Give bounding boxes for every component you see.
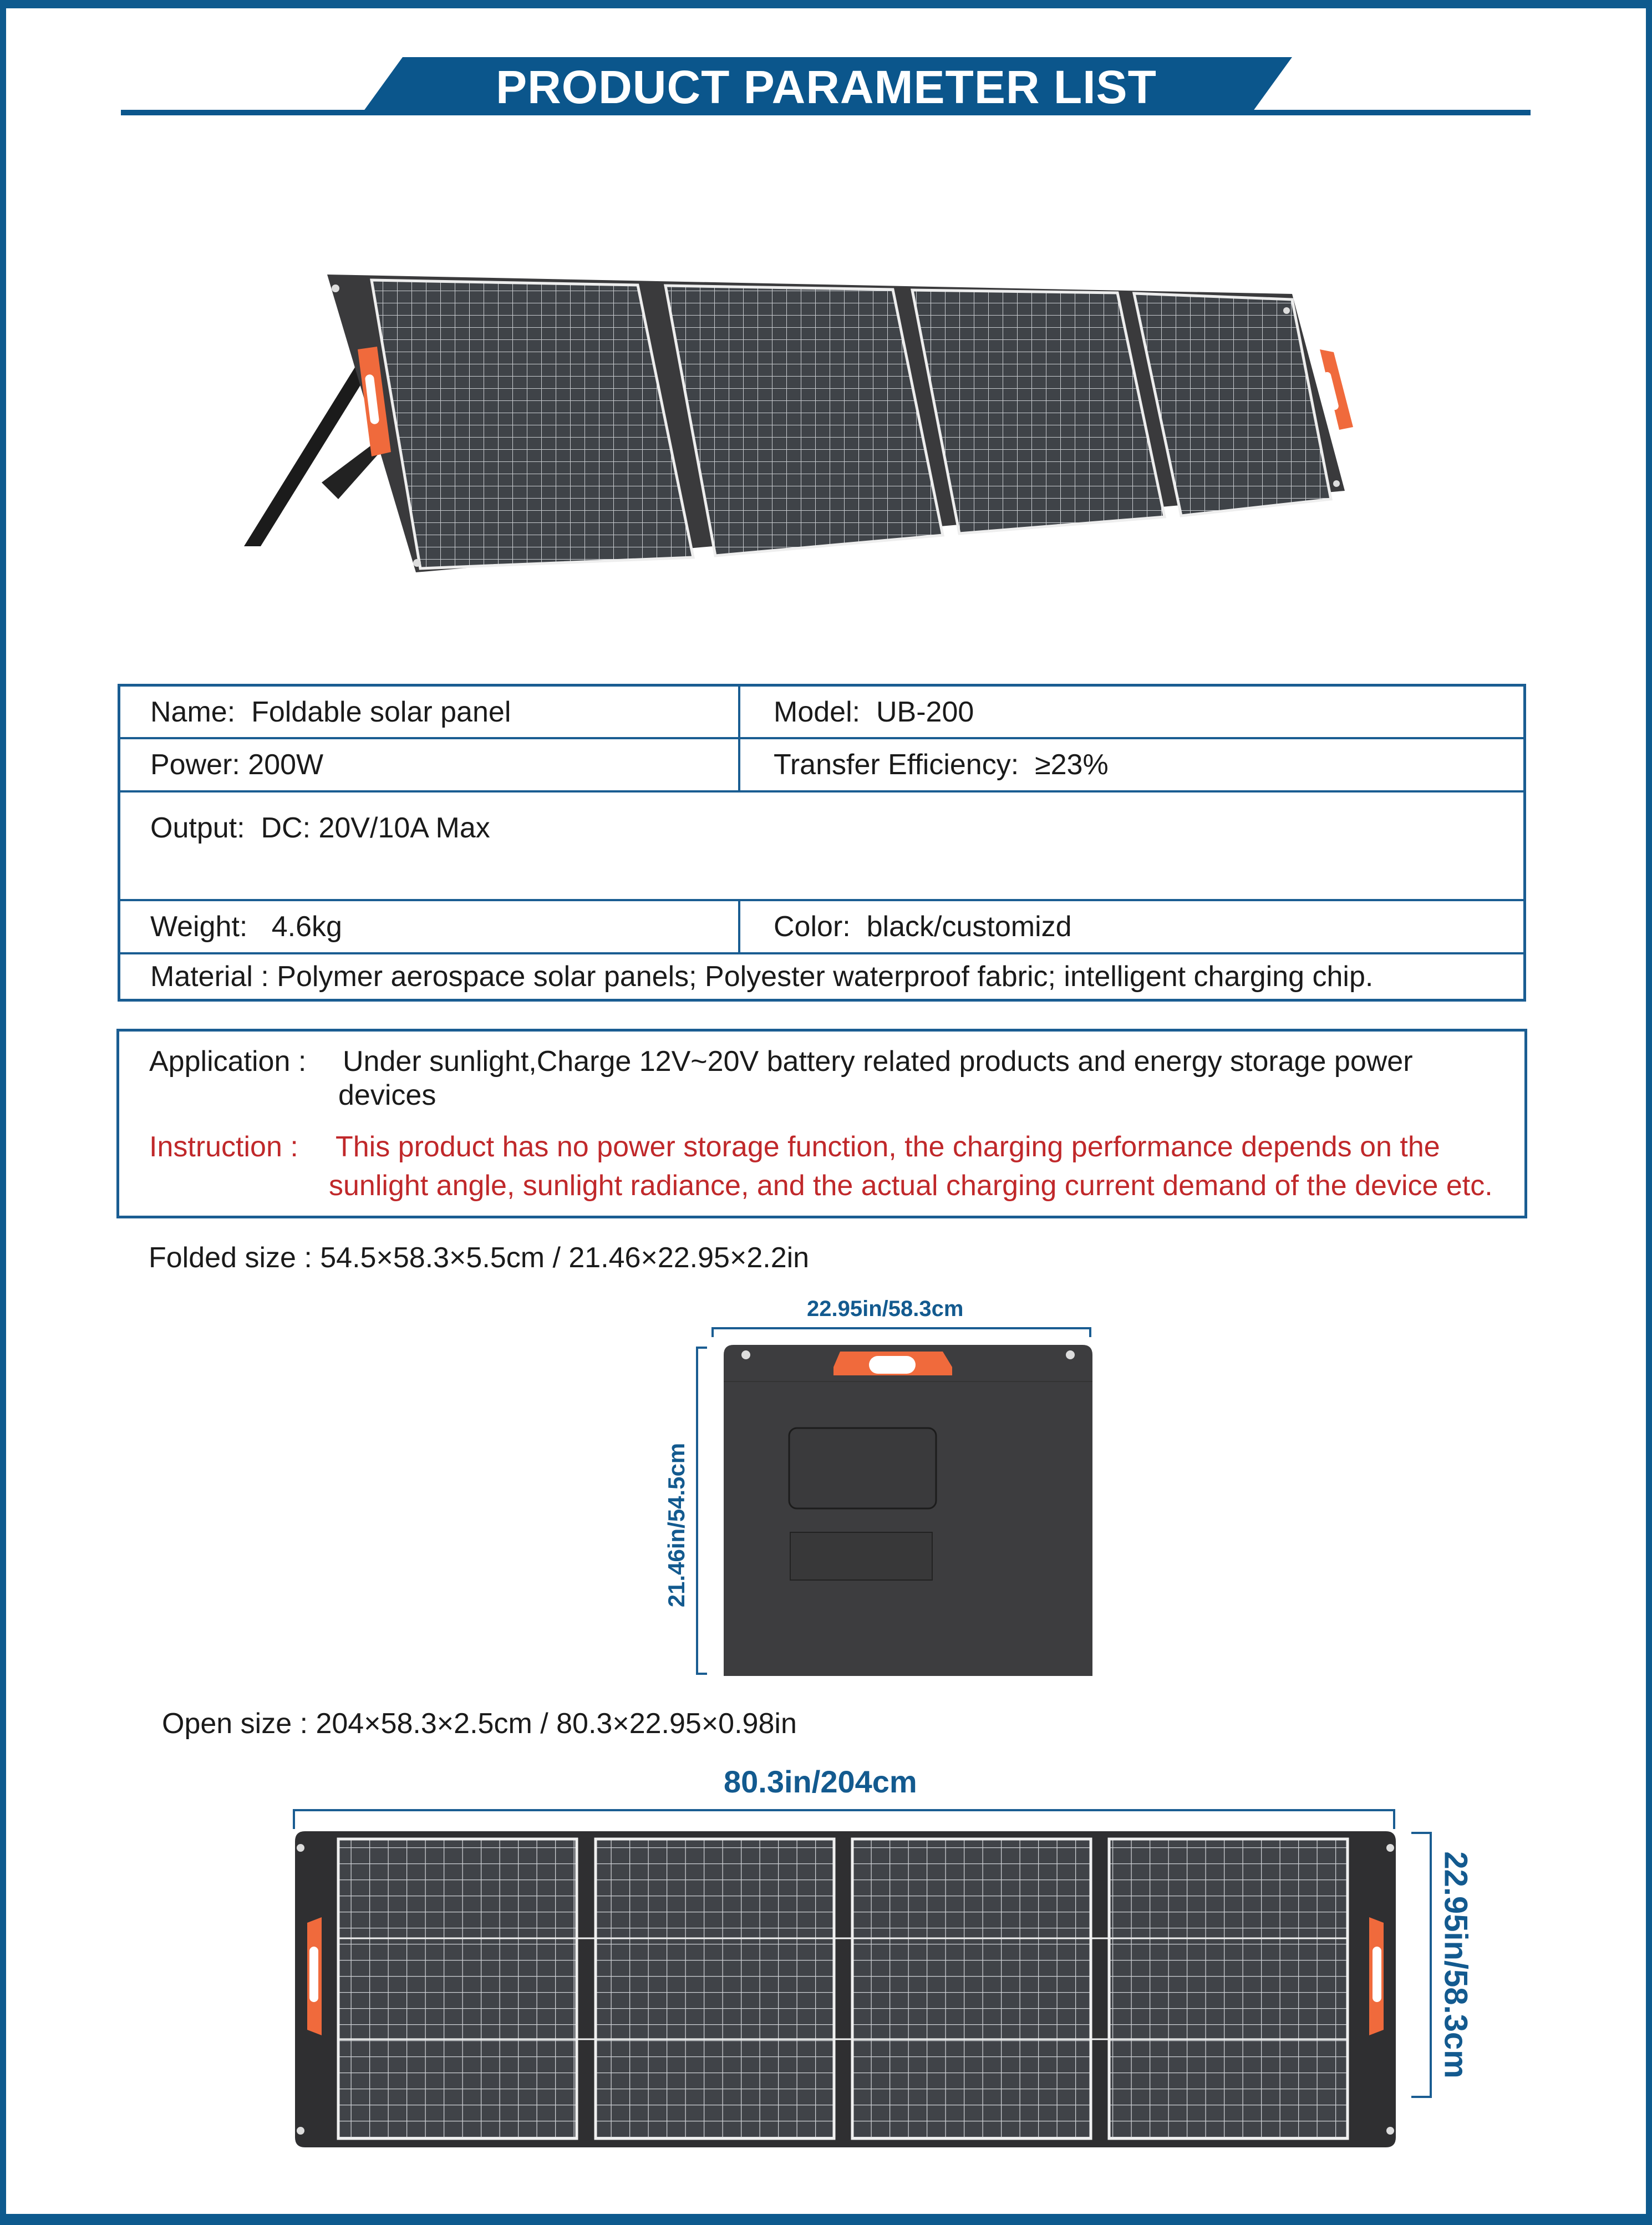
spec-label: Transfer Efficiency: [774, 749, 1019, 781]
folded-height-line [696, 1347, 698, 1675]
spec-value: black/customizd [866, 911, 1072, 943]
open-height-line [1430, 1832, 1432, 2098]
spec-value: UB-200 [876, 695, 974, 728]
spec-row [120, 739, 1523, 793]
instruction-label: Instruction : [149, 1131, 298, 1163]
grommet-icon [1386, 1844, 1394, 1852]
dim-tick [1411, 1832, 1432, 1834]
spec-value: ≥23% [1035, 749, 1109, 781]
spec-row [120, 687, 1523, 739]
spec-label: Name: [150, 695, 236, 728]
dim-tick [696, 1673, 707, 1675]
spec-label: Power: [150, 749, 240, 781]
folded-height-dimension: 21.46in/54.5cm [663, 1442, 689, 1608]
grommet-icon [1066, 1350, 1075, 1359]
application-text: Under sunlight,Charge 12V~20V battery related products and energy storage power [343, 1045, 1413, 1078]
dim-tick [711, 1327, 714, 1337]
pocket-icon [790, 1532, 932, 1580]
spec-efficiency-cell [740, 739, 1523, 790]
zipper-pouch-icon [789, 1428, 936, 1508]
dim-tick [696, 1347, 707, 1349]
spec-row [120, 954, 1523, 999]
spec-row [120, 793, 1523, 901]
spec-label: Model: [774, 695, 861, 728]
spec-output-cell [120, 793, 1523, 845]
spec-value: Polymer aerospace solar panels; Polyester waterproof fabric; intelligent charging chip. [277, 961, 1374, 993]
instruction-text-cont: sunlight angle, sunlight radiance, and the actual charging current demand of the device etc. [329, 1170, 1493, 1202]
spec-table [118, 684, 1526, 1002]
spec-material-cell [120, 954, 1523, 999]
dim-tick [1393, 1809, 1395, 1829]
spec-color-cell [740, 901, 1523, 952]
grommet-icon [741, 1350, 750, 1359]
page-title: PRODUCT PARAMETER LIST [496, 61, 1157, 113]
dim-tick [293, 1809, 295, 1829]
dim-tick [1411, 2096, 1432, 2098]
spec-model-cell [740, 687, 1523, 737]
spec-row [120, 901, 1523, 954]
grommet-icon [1386, 2127, 1394, 2135]
spec-power-cell [120, 739, 740, 790]
folded-size-label: Folded size : 54.5×58.3×5.5cm / 21.46×22.95×2.2in [149, 1242, 810, 1274]
open-height-dimension: 22.95in/58.3cm [1437, 1851, 1474, 2079]
application-text-cont: devices [338, 1079, 436, 1111]
spec-weight-cell [120, 901, 740, 952]
open-panel-image [295, 1831, 1396, 2147]
grommet-icon [297, 2127, 304, 2135]
spec-label: Output: [150, 812, 245, 844]
grommet-icon [297, 1844, 304, 1852]
spec-value: 4.6kg [271, 911, 342, 943]
spec-value: DC: 20V/10A Max [261, 812, 490, 844]
spec-value: 200W [248, 749, 324, 781]
open-size-label: Open size : 204×58.3×2.5cm / 80.3×22.95×0.98in [162, 1708, 797, 1740]
spec-value: Foldable solar panel [251, 695, 511, 728]
folded-width-line [711, 1327, 1091, 1329]
instruction-text: This product has no power storage function, the charging performance depends on the [336, 1131, 1440, 1163]
dim-tick [1089, 1327, 1091, 1337]
folded-width-dimension: 22.95in/58.3cm [807, 1297, 964, 1321]
application-label: Application : [149, 1045, 307, 1078]
application-box [116, 1029, 1527, 1218]
open-width-line [293, 1809, 1395, 1811]
solar-panel-hero-image [238, 266, 1414, 599]
spec-label: Material : [150, 961, 269, 993]
folded-panel-image [724, 1345, 1092, 1676]
spec-name-cell [120, 687, 740, 737]
spec-label: Color: [774, 911, 851, 943]
open-width-dimension: 80.3in/204cm [724, 1764, 917, 1799]
spec-label: Weight: [150, 911, 248, 943]
